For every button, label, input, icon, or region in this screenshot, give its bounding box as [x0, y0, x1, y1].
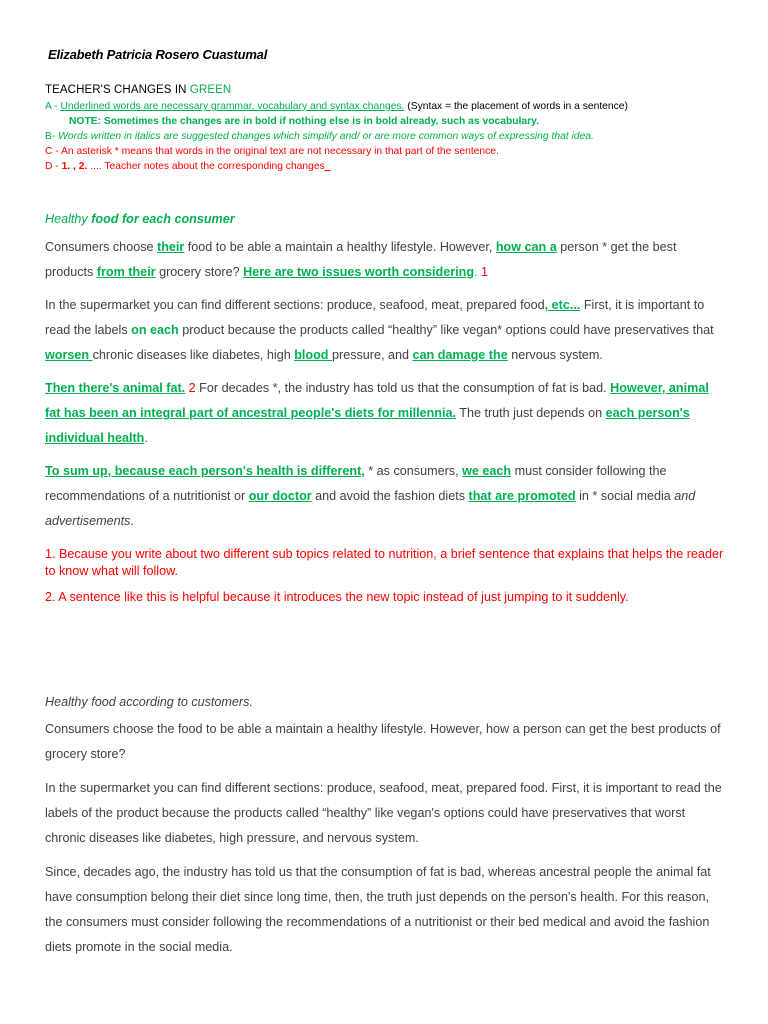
legend-a-prefix: A - — [45, 101, 61, 112]
revised-paragraph-2: In the supermarket you can find different sections: produce, seafood, meat, prepared food, etc... First, it is important to read the labels on each product because the products called “healthy” like vegan* options could have preservatives that worsen chronic diseases like diabetes, high blood pressure, and can damage the nervous system. — [45, 298, 714, 362]
legend-a-underlined: Underlined words are necessary grammar, vocabulary and syntax changes. — [60, 101, 405, 112]
teacher-note-2: 2. A sentence like this is helpful because it introduces the new topic instead of just jumping to it suddenly. — [45, 590, 629, 604]
legend-d-underscore: _ — [324, 161, 331, 172]
note-ref-1: 1 — [481, 265, 489, 279]
revised-paragraph-1: Consumers choose their food to be able a maintain a healthy lifestyle. However, how can a person * get the best products from their grocery store? Here are two issues worth considering. 1 — [45, 240, 677, 279]
legend-d-prefix: D - — [45, 161, 62, 172]
original-paragraph-1: Consumers choose the food to be able a maintain a healthy lifestyle. However, how a person can get the best products of grocery store? — [45, 722, 721, 761]
original-essay — [45, 690, 725, 960]
revised-paragraph-3: Then there's animal fat. 2 For decades *, the industry has told us that the consumption of fat is bad. However, animal fat has been an integral part of ancestral people's diets for millennia. The truth just depends on each person's individual health. — [45, 381, 709, 445]
legend-d-rest: .... Teacher notes about the corresponding changes — [87, 161, 325, 172]
revised-title-part-b: food for each consumer — [91, 212, 235, 226]
legend-a-rest: (Syntax = the placement of words in a sentence) — [404, 101, 628, 112]
legend-item-d — [45, 159, 745, 174]
legend-title-prefix: TEACHER'S CHANGES IN — [45, 84, 190, 96]
author-name: Elizabeth Patricia Rosero Cuastumal — [48, 47, 268, 62]
legend-item-b — [45, 129, 745, 144]
original-paragraph-2: In the supermarket you can find different sections: produce, seafood, meat, prepared food. First, it is important to read the labels of the product because the products called “healthy” like vegan's options could have preservatives that worst chronic diseases like diabetes, high pressure, and nervous system. — [45, 781, 722, 845]
legend-title-green: GREEN — [189, 84, 232, 96]
legend-d-nums: 1. , 2. — [61, 161, 88, 172]
revised-title-part-a: Healthy — [45, 212, 92, 226]
note-ref-2: 2 — [185, 381, 196, 395]
legend-title — [45, 84, 745, 96]
revised-paragraph-4: To sum up, because each person's health is different, * as consumers, we each must consider following the recommendations of a nutritionist or our doctor and avoid the fashion diets that are promoted in * social media and advertisements. — [45, 464, 696, 528]
original-title: Healthy food according to customers. — [45, 695, 253, 709]
teacher-changes-legend — [45, 84, 745, 174]
legend-note: NOTE: Sometimes the changes are in bold if nothing else is in bold already, such as vocabulary. — [69, 116, 539, 127]
revised-essay — [45, 207, 725, 606]
teacher-note-1: 1. Because you write about two different sub topics related to nutrition, a brief sentence that explains that helps the reader to know what will follow. — [45, 547, 724, 578]
legend-item-a — [45, 99, 745, 114]
legend-item-c: C - An asterisk * means that words in the original text are not necessary in that part of the sentence. — [45, 146, 499, 157]
revised-title — [45, 207, 725, 232]
original-paragraph-3: Since, decades ago, the industry has told us that the consumption of fat is bad, whereas ancestral people the animal fat have consumption belong their diet since long time, then, the truth just depends on the person's health. For this reason, the consumers must consider following the recommendations of a nutritionist or their bed medical and avoid the fashion diets promote in the social media. — [45, 865, 711, 954]
legend-b-rest: - Words written in italics are suggested changes which simplify and/ or are more common ways of expressing that idea. — [51, 131, 594, 142]
legend-b-prefix: B — [45, 131, 52, 142]
